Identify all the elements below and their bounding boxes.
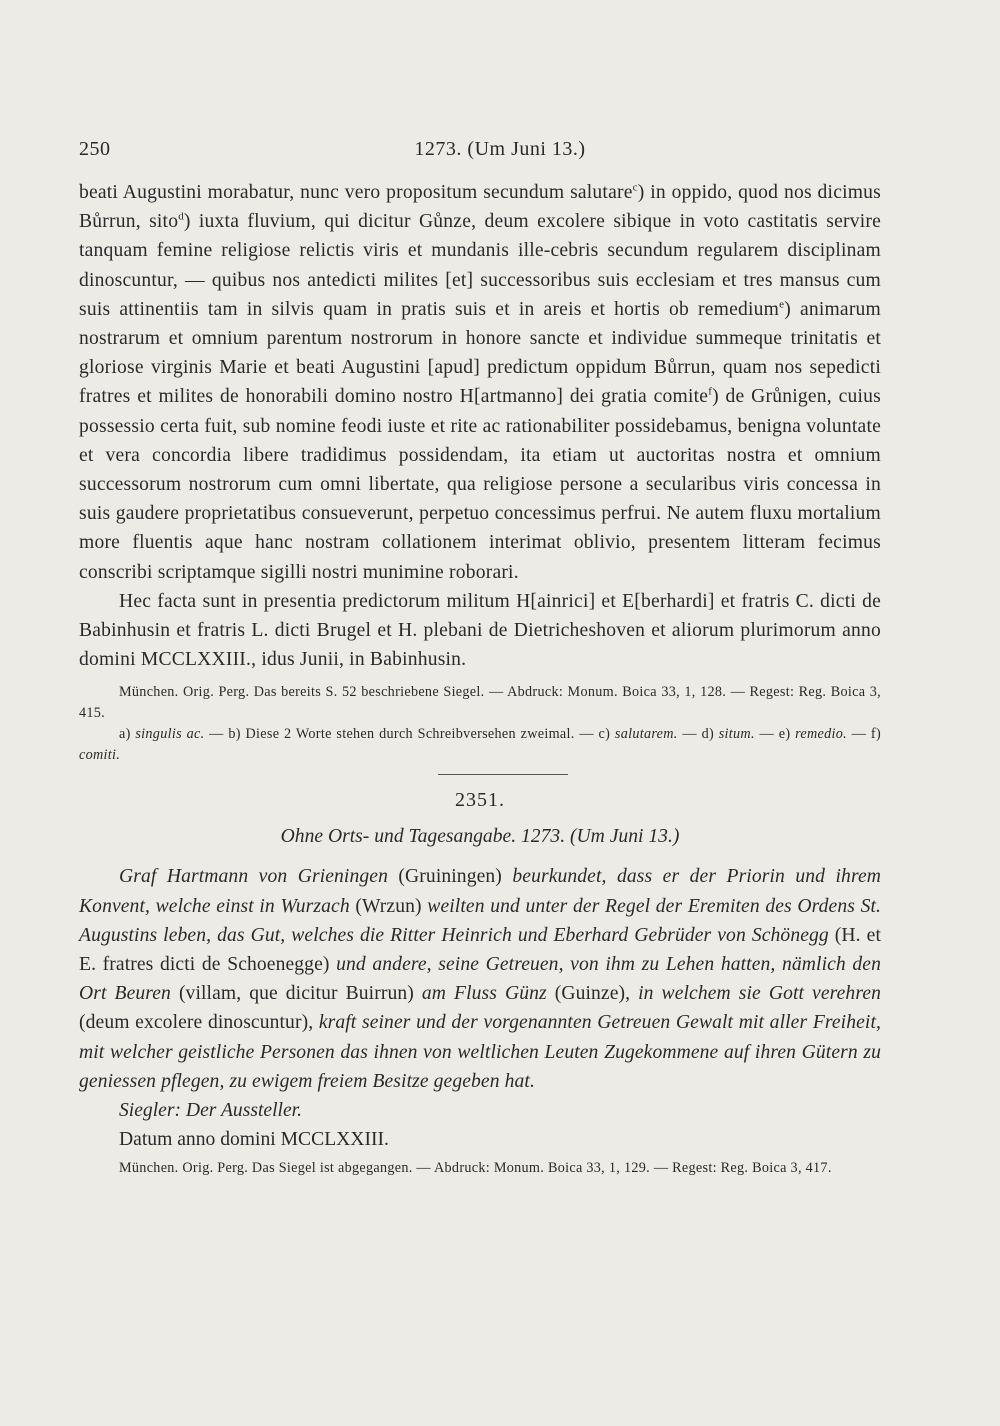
text-segment: ) animarum nostrarum et omnium parentum nostrorum in honore sancte et individue summeque trinitatis et gloriose virginis Marie et beati Augustini [apud] predictum oppidum Bůrrun, quam nos sepedicti fratres et milites de honorabili domino nostro H[artmanno] dei gratia comite	[79, 298, 881, 408]
text-segment: ) iuxta fluvium, qui dicitur Gůnze, deum excolere sibique in voto castitatis servire tanquam femine religiose relictis viris et mundanis ille-cebris secundum regularem disciplinam dinoscuntur, — quibus nos antedicti milites [et] successoribus suis ecclesiam et tres mansus cum suis attinentiis tam in silvis quam in pratis suis et in areis et hortis ob remedium	[79, 211, 881, 320]
footnote-ref-f: f	[708, 385, 713, 398]
text-segment-roman: (villam, que dicitur Buirrun)	[178, 983, 414, 1005]
text-segment-roman: (Gruiningen)	[398, 866, 502, 888]
footnote-ref-e: e	[779, 298, 785, 311]
footnote-text: singulis ac.	[135, 726, 205, 743]
section-divider	[438, 774, 568, 775]
charter-2351-regest	[79, 862, 881, 1096]
charter-2350-source-note: München. Orig. Perg. Das bereits S. 52 beschriebene Siegel. — Abdruck: Monum. Boica 33, 1, 128. — Regest: Reg. Boica 3, 415.	[79, 684, 881, 722]
text-segment: kraft seiner und der vorgenannten Getreuen Gewalt mit aller Freiheit, mit welcher geistliche Personen das ihnen von weltlichen Leuten Zugekommene auf ihren Gütern zu geniessen pflegen, zu ewigem freiem Besitze gegeben hat.	[79, 1012, 882, 1092]
text-segment-roman: (Wrzun)	[355, 895, 422, 917]
charter-2351-dateline: Ohne Orts- und Tagesangabe. 1273. (Um Juni 13.)	[280, 826, 680, 848]
page-body	[79, 178, 881, 1179]
text-segment: ) in oppido, quod nos dicimus Bůrrun, sito	[79, 182, 882, 233]
text-segment-roman: (deum excolere dinoscuntur),	[79, 1012, 314, 1034]
charter-2351-source-note: München. Orig. Perg. Das Siegel ist abgegangen. — Abdruck: Monum. Boica 33, 1, 129. — Regest: Reg. Boica 3, 417.	[119, 1160, 832, 1177]
footnote-text: comiti.	[79, 747, 121, 764]
text-segment: am Fluss Günz	[421, 983, 547, 1005]
text-segment: beurkundet, dass er der Priorin und ihrem Konvent, welche einst in Wurzach	[79, 866, 881, 917]
footnote-text: — b) Diese 2 Worte stehen durch Schreibversehen zweimal. — c)	[209, 726, 611, 743]
footnote-label: — e)	[759, 726, 791, 743]
charter-2350-footnotes	[79, 724, 881, 766]
text-segment: Graf Hartmann von Grieningen	[119, 866, 388, 888]
footnote-ref-c: c	[632, 181, 638, 194]
footnote-text: salutarem.	[614, 726, 678, 743]
footnote-ref-d: d	[178, 210, 184, 223]
running-title: 1273. (Um Juni 13.)	[414, 138, 586, 160]
text-segment-roman: (Guinze),	[554, 983, 631, 1005]
charter-2350-text-continued	[79, 178, 881, 587]
footnote-label: — d)	[682, 726, 714, 743]
charter-2350-witness-paragraph: Hec facta sunt in presentia predictorum militum H[ainrici] et E[berhardi] et fratris C. dicti de Babinhusin et fratris L. dicti Brugel et H. plebani de Dietricheshoven et aliorum plurimorum anno domini MCCLXXIII., idus Junii, in Babinhusin.	[79, 590, 881, 671]
text-segment: ) de Grůnigen, cuius possessio certa fuit, sub nomine feodi iuste et rite ac rationabiliter possidebamus, benigna voluntate et vera concordia libere tradidimus possidendam, ita etiam ut auctoritas nostra et omnium successorum nostrorum cum omni libertate, qua religiose persone a secularibus viris concessa in suis gaudere proprietatibus consueverunt, perpetuo concessimus perfrui. Ne autem fluxu mortalium more fluentis aque hanc nostram collationem interimat oblivio, presentem litteram fecimus conscribi scriptamque sigilli nostri munimine roborari.	[79, 386, 881, 583]
text-segment: und andere, seine Getreuen, von ihm zu Lehen hatten, nämlich den Ort Beuren	[79, 954, 882, 1005]
text-segment: beati Augustini morabatur, nunc vero propositum secundum salutare	[79, 182, 633, 203]
text-segment-roman: (H. et E. fratres dicti de Schoenegge)	[79, 924, 881, 976]
charter-2351-sealer: Siegler: Der Aussteller.	[119, 1100, 303, 1122]
charter-2351-number: 2351.	[455, 789, 505, 812]
footnote-label: — f)	[851, 726, 881, 743]
footnote-label: a)	[119, 726, 131, 743]
page-number: 250	[79, 138, 111, 160]
running-header	[79, 138, 921, 166]
text-segment: in welchem sie Gott verehren	[638, 983, 882, 1005]
text-segment: weilten und unter der Regel der Eremiten des Ordens St. Augustins leben, das Gut, welches die Ritter Heinrich und Eberhard Gebrüder von Schönegg	[79, 895, 882, 946]
footnote-text: situm.	[718, 726, 755, 743]
footnote-text: remedio.	[795, 726, 847, 743]
charter-2351-datum: Datum anno domini MCCLXXIII.	[119, 1129, 389, 1151]
